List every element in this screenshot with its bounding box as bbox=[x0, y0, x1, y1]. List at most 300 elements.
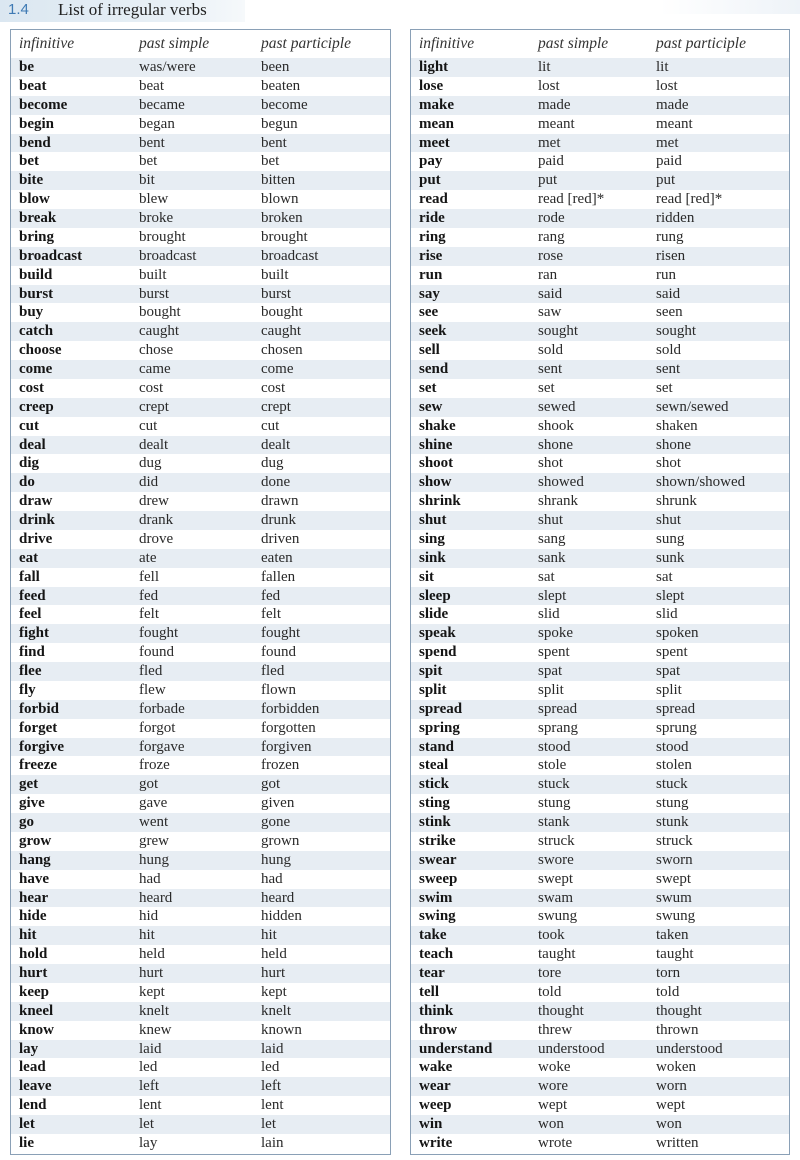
past-participle-cell: written bbox=[656, 1134, 699, 1151]
past-participle-cell: fought bbox=[261, 625, 301, 642]
infinitive-cell: begin bbox=[19, 115, 55, 132]
past-participle-cell: bought bbox=[261, 304, 303, 321]
past-participle-cell: seen bbox=[656, 304, 683, 321]
column-header-past-simple: past simple bbox=[538, 35, 609, 52]
infinitive-cell: hang bbox=[19, 851, 51, 868]
verb-table-right bbox=[410, 29, 790, 1155]
table-row bbox=[11, 511, 390, 530]
past-simple-cell: rose bbox=[538, 247, 563, 264]
past-participle-cell: stunk bbox=[656, 814, 689, 830]
past-participle-cell: thought bbox=[656, 1002, 702, 1019]
table-row bbox=[411, 549, 789, 568]
table-row bbox=[411, 228, 789, 247]
past-participle-cell: thrown bbox=[656, 1021, 699, 1038]
infinitive-cell: fall bbox=[19, 568, 40, 585]
infinitive-cell: ride bbox=[419, 210, 445, 226]
past-participle-cell: slid bbox=[656, 606, 678, 623]
past-participle-cell: fed bbox=[261, 587, 281, 604]
past-participle-cell: hung bbox=[261, 851, 291, 868]
past-participle-cell: brought bbox=[261, 228, 308, 245]
infinitive-cell: let bbox=[19, 1116, 35, 1132]
past-participle-cell: sewn/sewed bbox=[656, 398, 729, 415]
table-row bbox=[11, 1002, 390, 1021]
infinitive-cell: break bbox=[19, 210, 57, 226]
table-row bbox=[11, 492, 390, 511]
section-title: List of irregular verbs bbox=[58, 0, 207, 19]
past-simple-cell: split bbox=[538, 681, 564, 698]
table-row bbox=[411, 1077, 789, 1096]
past-participle-cell: eaten bbox=[261, 549, 293, 566]
past-simple-cell: sold bbox=[538, 342, 564, 359]
past-simple-cell: struck bbox=[538, 832, 575, 849]
past-participle-cell: worn bbox=[656, 1078, 687, 1095]
infinitive-cell: know bbox=[19, 1021, 55, 1038]
past-simple-cell: hung bbox=[139, 851, 169, 868]
table-row bbox=[11, 643, 390, 662]
past-participle-cell: left bbox=[261, 1078, 281, 1095]
table-header bbox=[411, 30, 789, 58]
infinitive-cell: slide bbox=[419, 606, 449, 623]
past-simple-cell: burst bbox=[139, 285, 169, 302]
table-row bbox=[411, 945, 789, 964]
table-row bbox=[11, 134, 390, 153]
table-row bbox=[411, 1058, 789, 1077]
table-row bbox=[11, 738, 390, 757]
table-row bbox=[11, 813, 390, 832]
past-participle-cell: risen bbox=[656, 247, 686, 264]
table-row bbox=[411, 322, 789, 341]
table-row bbox=[411, 926, 789, 945]
infinitive-cell: seek bbox=[419, 323, 447, 340]
infinitive-cell: hear bbox=[19, 889, 49, 906]
table-row bbox=[411, 398, 789, 417]
table-row bbox=[411, 171, 789, 190]
table-row bbox=[411, 473, 789, 492]
infinitive-cell: feel bbox=[19, 606, 42, 623]
infinitive-cell: creep bbox=[19, 398, 54, 415]
infinitive-cell: take bbox=[419, 927, 447, 944]
past-participle-cell: spent bbox=[656, 644, 688, 661]
past-participle-cell: wept bbox=[656, 1097, 686, 1114]
past-simple-cell: felt bbox=[139, 606, 159, 623]
past-simple-cell: crept bbox=[139, 398, 169, 415]
table-row bbox=[11, 1021, 390, 1040]
infinitive-cell: sell bbox=[419, 342, 440, 359]
verb-table-left bbox=[10, 29, 391, 1155]
table-row bbox=[11, 417, 390, 436]
past-simple-cell: led bbox=[139, 1059, 158, 1076]
past-simple-cell: blew bbox=[139, 191, 169, 208]
table-row bbox=[11, 247, 390, 266]
infinitive-cell: keep bbox=[19, 983, 49, 1000]
past-participle-cell: shot bbox=[656, 455, 682, 472]
past-simple-cell: shone bbox=[538, 436, 573, 453]
past-simple-cell: slid bbox=[538, 606, 560, 623]
column-header-past-simple: past simple bbox=[139, 35, 210, 52]
table-row bbox=[11, 1096, 390, 1115]
past-simple-cell: was/were bbox=[139, 59, 196, 75]
infinitive-cell: freeze bbox=[19, 757, 58, 774]
past-participle-cell: spread bbox=[656, 700, 696, 717]
past-simple-cell: lay bbox=[139, 1134, 158, 1151]
infinitive-cell: do bbox=[19, 474, 35, 491]
infinitive-cell: wake bbox=[419, 1059, 453, 1076]
past-simple-cell: kept bbox=[139, 983, 165, 1000]
past-simple-cell: bent bbox=[139, 134, 165, 151]
table-row bbox=[11, 907, 390, 926]
past-participle-cell: taken bbox=[656, 927, 689, 944]
table-row bbox=[411, 360, 789, 379]
table-row bbox=[11, 983, 390, 1002]
past-participle-cell: forgiven bbox=[261, 738, 312, 755]
infinitive-cell: sink bbox=[419, 549, 446, 566]
table-row bbox=[411, 152, 789, 171]
table-row bbox=[411, 115, 789, 134]
table-row bbox=[11, 945, 390, 964]
past-participle-cell: knelt bbox=[261, 1002, 291, 1019]
table-row bbox=[411, 285, 789, 304]
column-header-infinitive: infinitive bbox=[19, 35, 75, 52]
infinitive-cell: draw bbox=[19, 493, 53, 510]
past-participle-cell: kept bbox=[261, 983, 287, 1000]
past-simple-cell: thought bbox=[538, 1002, 584, 1019]
table-row bbox=[411, 794, 789, 813]
infinitive-cell: weep bbox=[419, 1097, 452, 1114]
past-participle-cell: dealt bbox=[261, 436, 291, 453]
infinitive-cell: forbid bbox=[19, 700, 60, 717]
past-simple-cell: sought bbox=[538, 323, 579, 340]
past-participle-cell: bet bbox=[261, 153, 280, 170]
infinitive-cell: give bbox=[19, 795, 45, 812]
past-simple-cell: dealt bbox=[139, 436, 169, 453]
table-row bbox=[411, 1096, 789, 1115]
table-row bbox=[411, 1115, 789, 1134]
past-simple-cell: cost bbox=[139, 379, 164, 396]
past-simple-cell: stank bbox=[538, 814, 570, 830]
table-row bbox=[11, 379, 390, 398]
infinitive-cell: leave bbox=[19, 1078, 52, 1095]
past-participle-cell: split bbox=[656, 681, 682, 698]
table-row bbox=[411, 1021, 789, 1040]
past-simple-cell: sprang bbox=[538, 719, 578, 736]
table-row bbox=[411, 266, 789, 285]
past-participle-cell: built bbox=[261, 266, 289, 283]
table-row bbox=[11, 568, 390, 587]
table-row bbox=[11, 454, 390, 473]
table-row bbox=[411, 134, 789, 153]
infinitive-cell: sting bbox=[419, 795, 450, 812]
past-participle-cell: broken bbox=[261, 210, 303, 226]
past-simple-cell: meant bbox=[538, 115, 575, 132]
past-participle-cell: understood bbox=[656, 1040, 723, 1057]
past-participle-cell: cost bbox=[261, 379, 286, 396]
past-simple-cell: met bbox=[538, 134, 561, 151]
infinitive-cell: swim bbox=[419, 889, 453, 906]
table-row bbox=[411, 96, 789, 115]
table-row bbox=[11, 926, 390, 945]
table-row bbox=[11, 756, 390, 775]
past-participle-cell: frozen bbox=[261, 757, 300, 774]
past-simple-cell: found bbox=[139, 644, 174, 661]
infinitive-cell: go bbox=[19, 814, 34, 830]
infinitive-cell: hurt bbox=[19, 965, 48, 981]
past-simple-cell: dug bbox=[139, 455, 162, 472]
past-participle-cell: set bbox=[656, 379, 673, 396]
infinitive-cell: swing bbox=[419, 908, 456, 925]
past-participle-cell: led bbox=[261, 1059, 280, 1076]
infinitive-cell: hit bbox=[19, 927, 37, 944]
past-simple-cell: spat bbox=[538, 663, 563, 679]
infinitive-cell: spit bbox=[419, 663, 443, 679]
past-simple-cell: ran bbox=[538, 266, 558, 283]
table-row bbox=[11, 303, 390, 322]
past-participle-cell: given bbox=[261, 795, 295, 812]
table-row bbox=[11, 605, 390, 624]
table-row bbox=[411, 454, 789, 473]
past-simple-cell: sank bbox=[538, 549, 566, 566]
past-simple-cell: shook bbox=[538, 417, 574, 434]
past-simple-cell: forbade bbox=[139, 700, 185, 717]
past-participle-cell: let bbox=[261, 1116, 276, 1132]
past-participle-cell: felt bbox=[261, 606, 281, 623]
infinitive-cell: shake bbox=[419, 417, 456, 434]
past-simple-cell: understood bbox=[538, 1040, 605, 1057]
past-participle-cell: got bbox=[261, 776, 281, 793]
table-row bbox=[11, 171, 390, 190]
past-participle-cell: spat bbox=[656, 663, 681, 679]
past-simple-cell: threw bbox=[538, 1021, 573, 1038]
table-row bbox=[11, 473, 390, 492]
infinitive-cell: write bbox=[419, 1134, 453, 1151]
past-participle-cell: met bbox=[656, 134, 679, 151]
infinitive-cell: set bbox=[419, 379, 437, 396]
infinitive-cell: kneel bbox=[19, 1002, 54, 1019]
table-row bbox=[411, 303, 789, 322]
table-row bbox=[411, 417, 789, 436]
table-row bbox=[411, 190, 789, 209]
past-simple-cell: stood bbox=[538, 738, 571, 755]
past-simple-cell: fell bbox=[139, 568, 159, 585]
past-simple-cell: fled bbox=[139, 663, 163, 679]
infinitive-cell: become bbox=[19, 96, 68, 113]
table-body bbox=[411, 58, 789, 1153]
infinitive-cell: read bbox=[419, 191, 448, 208]
past-participle-cell: ridden bbox=[656, 210, 695, 226]
table-row bbox=[411, 58, 789, 77]
past-simple-cell: hid bbox=[139, 908, 159, 925]
past-simple-cell: stung bbox=[538, 795, 571, 812]
infinitive-cell: have bbox=[19, 870, 49, 887]
past-participle-cell: flown bbox=[261, 681, 296, 698]
infinitive-cell: stink bbox=[419, 814, 451, 830]
infinitive-cell: forget bbox=[19, 719, 58, 736]
past-simple-cell: got bbox=[139, 776, 159, 793]
past-simple-cell: spent bbox=[538, 644, 570, 661]
past-simple-cell: held bbox=[139, 946, 165, 963]
past-participle-cell: spoken bbox=[656, 625, 699, 642]
infinitive-cell: dig bbox=[19, 455, 40, 472]
infinitive-cell: stand bbox=[419, 738, 455, 755]
column-header-past-participle: past participle bbox=[656, 35, 746, 52]
table-row bbox=[411, 851, 789, 870]
past-participle-cell: shaken bbox=[656, 417, 698, 434]
past-simple-cell: forgot bbox=[139, 719, 176, 736]
past-simple-cell: slept bbox=[538, 587, 567, 604]
infinitive-cell: deal bbox=[19, 436, 46, 453]
past-simple-cell: froze bbox=[139, 757, 170, 774]
past-simple-cell: shot bbox=[538, 455, 564, 472]
past-participle-cell: lit bbox=[656, 59, 669, 75]
infinitive-cell: flee bbox=[19, 663, 42, 679]
past-simple-cell: did bbox=[139, 474, 159, 491]
past-simple-cell: shrank bbox=[538, 493, 578, 510]
table-row bbox=[411, 379, 789, 398]
table-row bbox=[411, 1002, 789, 1021]
past-simple-cell: became bbox=[139, 96, 185, 113]
past-participle-cell: held bbox=[261, 946, 287, 963]
table-row bbox=[411, 77, 789, 96]
past-simple-cell: bought bbox=[139, 304, 181, 321]
past-participle-cell: swung bbox=[656, 908, 696, 925]
past-participle-cell: hurt bbox=[261, 965, 286, 981]
table-row bbox=[411, 492, 789, 511]
header-fade bbox=[660, 0, 800, 14]
table-row bbox=[11, 152, 390, 171]
table-row bbox=[411, 756, 789, 775]
infinitive-cell: send bbox=[419, 361, 449, 377]
past-simple-cell: lit bbox=[538, 59, 551, 75]
table-row bbox=[11, 266, 390, 285]
table-row bbox=[11, 530, 390, 549]
past-participle-cell: stood bbox=[656, 738, 689, 755]
past-simple-cell: took bbox=[538, 927, 565, 944]
table-row bbox=[411, 681, 789, 700]
past-participle-cell: told bbox=[656, 983, 680, 1000]
infinitive-cell: tear bbox=[419, 965, 445, 981]
past-simple-cell: heard bbox=[139, 889, 173, 906]
table-row bbox=[411, 530, 789, 549]
infinitive-cell: shine bbox=[419, 436, 453, 453]
infinitive-cell: teach bbox=[419, 946, 454, 963]
table-row bbox=[11, 964, 390, 983]
table-row bbox=[11, 58, 390, 77]
table-row bbox=[11, 719, 390, 738]
infinitive-cell: fly bbox=[19, 681, 36, 698]
past-participle-cell: said bbox=[656, 285, 681, 302]
table-row bbox=[411, 889, 789, 908]
table-row bbox=[11, 96, 390, 115]
table-row bbox=[11, 662, 390, 681]
table-row bbox=[11, 870, 390, 889]
table-header bbox=[11, 30, 390, 58]
past-participle-cell: paid bbox=[656, 153, 682, 170]
past-simple-cell: swore bbox=[538, 851, 574, 868]
past-simple-cell: left bbox=[139, 1078, 159, 1095]
infinitive-cell: drink bbox=[19, 512, 55, 528]
past-participle-cell: dug bbox=[261, 455, 284, 472]
past-participle-cell: done bbox=[261, 474, 291, 491]
past-participle-cell: crept bbox=[261, 398, 291, 415]
table-row bbox=[11, 322, 390, 341]
past-participle-cell: hit bbox=[261, 927, 277, 944]
past-participle-cell: heard bbox=[261, 889, 295, 906]
past-participle-cell: broadcast bbox=[261, 247, 319, 264]
infinitive-cell: bring bbox=[19, 228, 55, 245]
infinitive-cell: forgive bbox=[19, 738, 64, 755]
past-participle-cell: fallen bbox=[261, 568, 296, 585]
past-participle-cell: put bbox=[656, 172, 676, 189]
past-participle-cell: run bbox=[656, 266, 676, 283]
infinitive-cell: sit bbox=[419, 568, 434, 585]
infinitive-cell: find bbox=[19, 644, 45, 661]
infinitive-cell: build bbox=[19, 266, 53, 283]
past-simple-cell: showed bbox=[538, 474, 584, 491]
past-participle-cell: shone bbox=[656, 436, 691, 453]
past-simple-cell: fought bbox=[139, 625, 179, 642]
past-participle-cell: slept bbox=[656, 587, 685, 604]
table-row bbox=[411, 983, 789, 1002]
past-simple-cell: forgave bbox=[139, 738, 185, 755]
past-participle-cell: become bbox=[261, 96, 308, 113]
infinitive-cell: sleep bbox=[419, 587, 451, 604]
past-participle-cell: driven bbox=[261, 530, 300, 547]
past-participle-cell: swum bbox=[656, 889, 692, 906]
table-row bbox=[411, 662, 789, 681]
column-header-past-participle: past participle bbox=[261, 35, 351, 52]
infinitive-cell: blow bbox=[19, 191, 50, 208]
table-row bbox=[11, 889, 390, 908]
infinitive-cell: steal bbox=[419, 757, 449, 774]
past-participle-cell: drawn bbox=[261, 493, 299, 510]
table-row bbox=[11, 1058, 390, 1077]
table-row bbox=[411, 605, 789, 624]
infinitive-cell: spread bbox=[419, 700, 463, 717]
past-participle-cell: sat bbox=[656, 568, 673, 585]
infinitive-cell: lie bbox=[19, 1134, 34, 1151]
infinitive-cell: sweep bbox=[419, 870, 458, 887]
table-row bbox=[11, 190, 390, 209]
infinitive-cell: beat bbox=[19, 77, 47, 94]
table-row bbox=[11, 1134, 390, 1153]
past-simple-cell: wore bbox=[538, 1078, 568, 1095]
column-header-infinitive: infinitive bbox=[419, 35, 475, 52]
past-simple-cell: read [red]* bbox=[538, 191, 605, 208]
past-simple-cell: let bbox=[139, 1116, 154, 1132]
infinitive-cell: bite bbox=[19, 172, 44, 189]
infinitive-cell: throw bbox=[419, 1021, 458, 1038]
past-participle-cell: fled bbox=[261, 663, 285, 679]
past-participle-cell: sprung bbox=[656, 719, 697, 736]
infinitive-cell: fight bbox=[19, 625, 49, 642]
past-simple-cell: tore bbox=[538, 965, 562, 981]
infinitive-cell: put bbox=[419, 172, 441, 189]
table-row bbox=[411, 813, 789, 832]
table-row bbox=[411, 775, 789, 794]
infinitive-cell: get bbox=[19, 776, 39, 793]
table-row bbox=[411, 511, 789, 530]
table-row bbox=[11, 228, 390, 247]
past-participle-cell: lain bbox=[261, 1134, 284, 1151]
table-row bbox=[11, 587, 390, 606]
table-row bbox=[411, 870, 789, 889]
past-participle-cell: known bbox=[261, 1021, 302, 1038]
section-header bbox=[0, 0, 800, 24]
past-simple-cell: knew bbox=[139, 1021, 172, 1038]
past-simple-cell: stuck bbox=[538, 776, 570, 793]
past-participle-cell: struck bbox=[656, 832, 693, 849]
past-participle-cell: woken bbox=[656, 1059, 696, 1076]
past-participle-cell: bent bbox=[261, 134, 287, 151]
